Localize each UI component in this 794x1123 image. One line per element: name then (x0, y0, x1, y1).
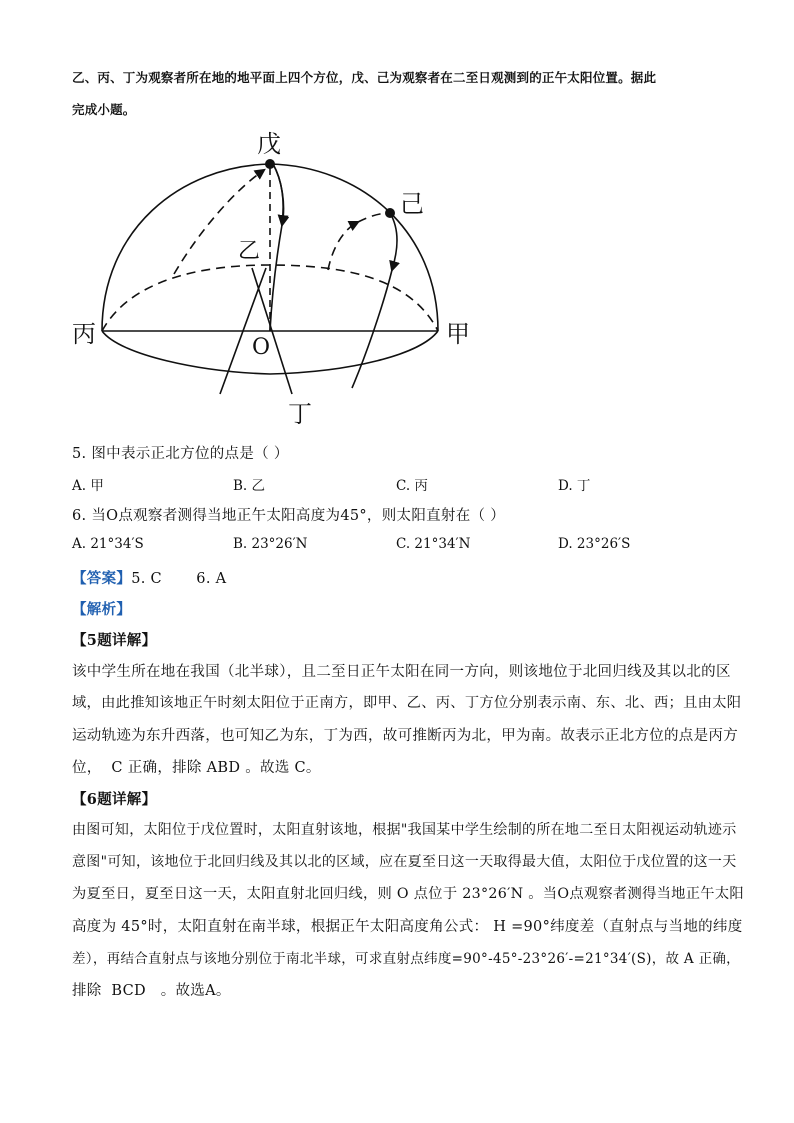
q5-detail-line-4: 位， C 正确，排除 ABD 。故选 C。 (72, 760, 321, 776)
sun-path-diagram (60, 120, 490, 430)
q6-detail-line-4: 高度为 45°时，太阳直射在南半球，根据正午太阳高度角公式： H =90°纬度差（直射点与当地的纬度 (72, 919, 743, 935)
q6-option-a[interactable]: A. 21°34′S (72, 536, 144, 552)
winter-path-solid (390, 213, 397, 270)
q5-option-b[interactable]: B. 乙 (233, 478, 266, 494)
q5-option-a[interactable]: A. 甲 (72, 478, 104, 494)
answer-text: 5. C 6. A (131, 571, 227, 587)
q6-option-c[interactable]: C. 21°34′N (396, 536, 471, 552)
answer-line (72, 567, 226, 588)
q6-detail-line-2: 意图"可知，该地位于北回归线及其以北的区域，应在夏至日这一天取得最大值，太阳位于戊位置的这一天 (72, 854, 737, 870)
q6-detail-line-5: 差），再结合直射点与该地分别位于南北半球，可求直射点纬度=90°-45°-23°26′-=21°34′(S)，故 A 正确， (72, 951, 740, 967)
intro-line-2: 完成小题。 (72, 102, 136, 117)
winter-path-dashed (328, 222, 358, 270)
label-wu: 戊 (257, 130, 281, 158)
label-ding: 丁 (288, 400, 312, 428)
analysis-tag: 【解析】 (72, 601, 132, 618)
q5-option-c[interactable]: C. 丙 (396, 478, 428, 494)
q5-detail-line-3: 运动轨迹为东升西落，也可知乙为东，丁为西，故可推断丙为北，甲为南。故表示正北方位的点是丙方 (72, 728, 738, 744)
q6-detail-tag: 【6题详解】 (72, 791, 157, 808)
label-o: O (252, 335, 271, 360)
intro-line-1: 乙、丙、丁为观察者所在地的地平面上四个方位，戊、己为观察者在二至日观测到的正午太阳位置。据此 (72, 70, 657, 85)
label-yi: 乙 (238, 239, 261, 264)
q6-option-b[interactable]: B. 23°26′N (233, 536, 308, 552)
label-jia: 甲 (446, 320, 470, 348)
q5-option-d[interactable]: D. 丁 (558, 478, 591, 494)
q6-option-d[interactable]: D. 23°26′S (558, 536, 631, 552)
q5-stem: 5. 图中表示正北方位的点是（ ） (72, 446, 289, 462)
q5-detail-line-2: 域，由此推知该地正午时刻太阳位于正南方，即甲、乙、丙、丁方位分别表示南、东、北、西；且由太阳 (72, 695, 742, 711)
answer-tag: 【答案】 (72, 570, 132, 587)
sun-point-ji (385, 208, 395, 218)
label-bing: 丙 (72, 320, 96, 348)
label-ji: 己 (400, 190, 424, 218)
q6-detail-line-3: 为夏至日，夏至日这一天，太阳直射北回归线，则 O 点位于 23°26′N 。当O点观察者测得当地正午太阳 (72, 886, 744, 902)
q6-stem: 6. 当O点观察者测得当地正午太阳高度为45°，则太阳直射在（ ） (72, 508, 506, 524)
q6-detail-line-6: 排除 BCD 。故选A。 (72, 983, 231, 999)
q6-detail-line-1: 由图可知，太阳位于戊位置时，太阳直射该地，根据"我国某中学生绘制的所在地二至日太阳视运动轨迹示 (72, 822, 737, 838)
sun-point-wu (265, 159, 275, 169)
q5-detail-tag: 【5题详解】 (72, 632, 157, 649)
q5-detail-line-1: 该中学生所在地在我国（北半球），且二至日正午太阳在同一方向，则该地位于北回归线及其以北的区 (72, 664, 731, 680)
